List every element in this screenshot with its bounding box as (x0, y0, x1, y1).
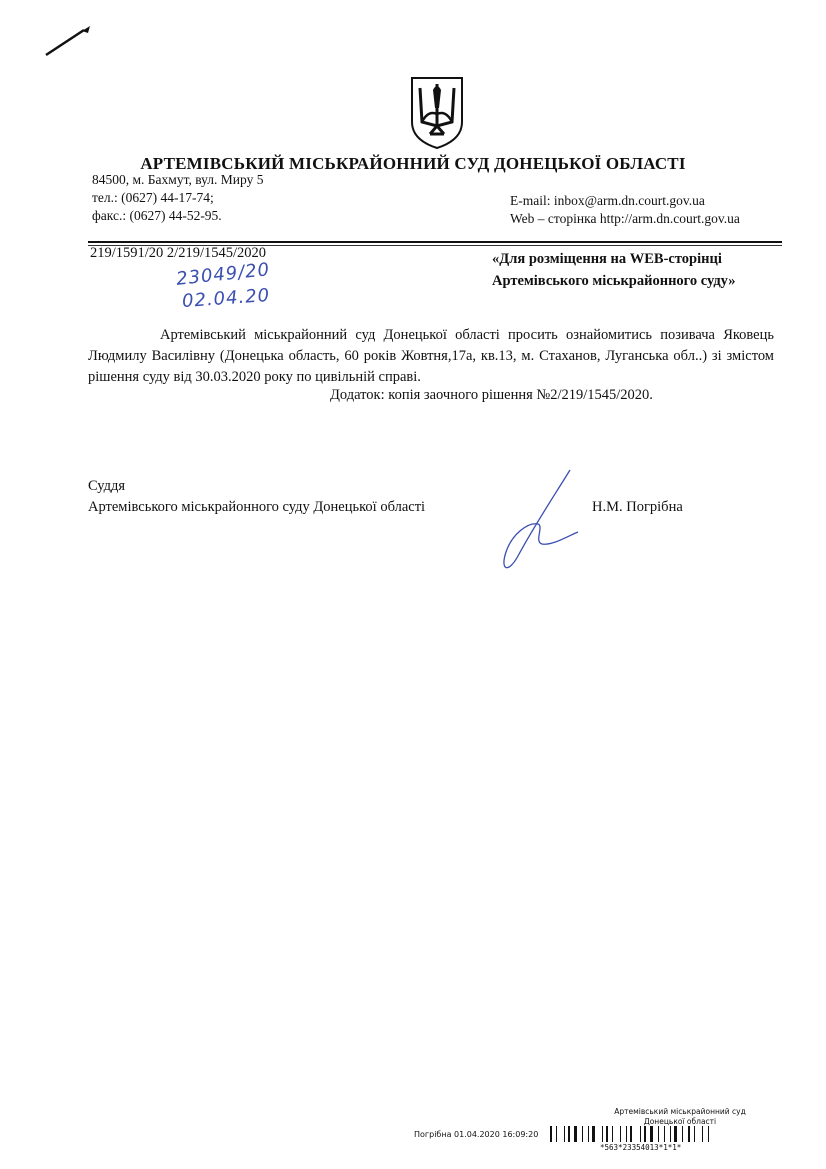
footer-court (560, 1107, 800, 1127)
court-name: АРТЕМІВСЬКИЙ МІСЬКРАЙОННИЙ СУД ДОНЕЦЬКОЇ ОБЛАСТІ (140, 154, 686, 173)
court-phone: тел.: (0627) 44-17-74; (92, 190, 214, 205)
court-email: E-mail: inbox@arm.dn.court.gov.ua (510, 193, 705, 208)
handwritten-outgoing-number: 23049/20 (175, 259, 272, 290)
letter-body: Артемівський міськрайонний суд Донецької області просить ознайомитись позивача Яковець Людмилу Василівну (Донецька область, 60 років Жовтня,17а, кв.13, м. Стаханов, Луганська обл..) зі змістом рішення суду від 30.03.2020 року по цивільній справі. (88, 327, 774, 385)
web-note-line-1: «Для розміщення на WEB-сторінці (492, 251, 722, 267)
pen-mark-icon (44, 22, 94, 58)
judge-court: Артемівського міськрайонного суду Донецької області (88, 499, 426, 515)
handwritten-signature (494, 466, 584, 576)
judge-title: Суддя (88, 478, 126, 494)
court-address: 84500, м. Бахмут, вул. Миру 5 (92, 172, 264, 187)
signature-stamp: Погрібна 01.04.2020 16:09:20 (414, 1130, 539, 1139)
handwritten-date: 02.04.20 (181, 284, 271, 313)
judge-name: Н.М. Погрібна (592, 499, 683, 515)
footer-court-line-2: Донецької області (643, 1117, 717, 1126)
case-numbers: 219/1591/20 2/219/1545/2020 (90, 245, 267, 261)
trident-emblem-icon (408, 74, 466, 150)
footer-court-line-1: Артемівський міськрайонний суд (614, 1107, 746, 1116)
web-note-line-2: Артемівського міськрайонного суду» (492, 273, 736, 289)
barcode-text: *563*23354013*1*1* (600, 1143, 682, 1152)
attachment-note: Додаток: копія заочного рішення №2/219/1545/2020. (330, 387, 653, 403)
web-placement-note (492, 248, 736, 292)
court-fax: факс.: (0627) 44-52-95. (92, 208, 222, 223)
court-website: Web – сторінка http://arm.dn.court.gov.ua (510, 211, 740, 226)
barcode-icon (550, 1126, 790, 1142)
header-divider (88, 241, 782, 243)
